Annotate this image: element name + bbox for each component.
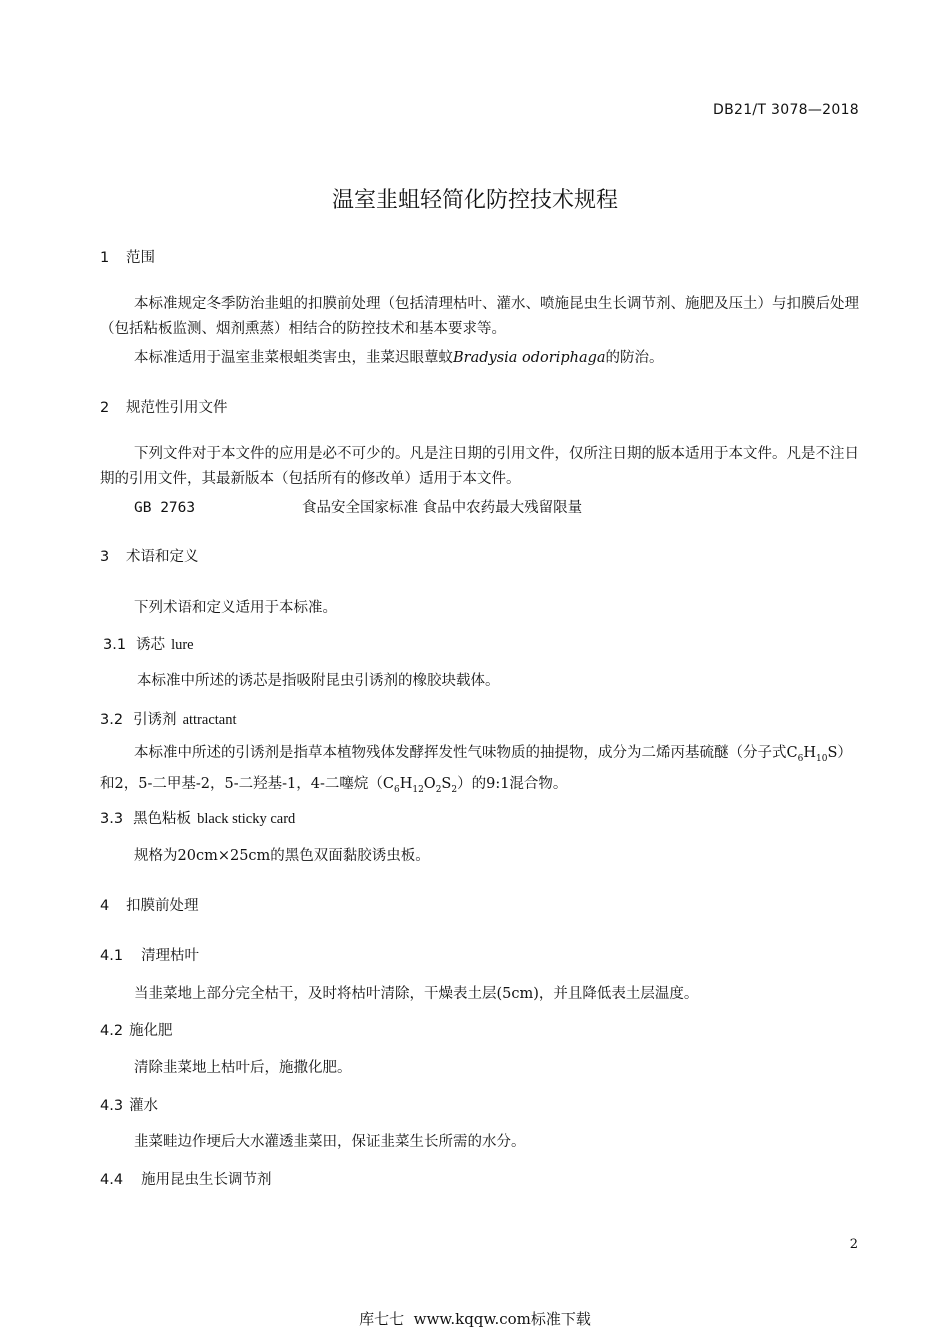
section-number: 4 bbox=[100, 898, 110, 914]
normative-reference bbox=[134, 496, 582, 517]
term-en: black sticky card bbox=[197, 811, 296, 827]
document-code: DB21/T 3078—2018 bbox=[713, 102, 859, 118]
term-number: 3.1 bbox=[103, 637, 127, 653]
clause-number: 4.1 bbox=[100, 948, 124, 964]
clause-title: 灌水 bbox=[129, 1098, 159, 1114]
text-run: H bbox=[803, 745, 816, 761]
clause-4-4-heading bbox=[100, 1168, 272, 1189]
term-3-1-heading bbox=[103, 633, 194, 654]
term-3-2-heading bbox=[100, 708, 237, 729]
section-4-heading bbox=[100, 894, 199, 915]
clause-4-2-heading bbox=[100, 1019, 173, 1040]
term-number: 3.2 bbox=[100, 712, 124, 728]
clause-4-2-text: 清除韭菜地上枯叶后，施撒化肥。 bbox=[134, 1060, 352, 1076]
section-title: 扣膜前处理 bbox=[126, 898, 199, 914]
text-run: S bbox=[441, 775, 452, 792]
clause-number: 4.2 bbox=[100, 1023, 124, 1039]
clause-4-1-text: 当韭菜地上部分完全枯干，及时将枯叶清除，干燥表土层(5cm)，并且降低表土层温度。 bbox=[134, 986, 699, 1002]
reference-title: 食品安全国家标准 食品中农药最大残留限量 bbox=[302, 500, 583, 516]
term-3-3-definition: 规格为20cm×25cm的黑色双面黏胶诱虫板。 bbox=[134, 848, 430, 864]
clause-4-1-heading bbox=[100, 944, 199, 965]
clause-title: 施用昆虫生长调节剂 bbox=[141, 1172, 272, 1188]
section-number: 3 bbox=[100, 549, 110, 565]
clause-title: 清理枯叶 bbox=[141, 948, 200, 964]
section-1-paragraph-1: 本标准规定冬季防治韭蛆的扣膜前处理（包括清理枯叶、灌水、喷施昆虫生长调节剂、施肥及压土）与扣膜后处理（包括粘板监测、烟剂熏蒸）相结合的防控技术和基本要求等。 bbox=[100, 296, 859, 337]
section-1-heading bbox=[100, 246, 155, 267]
page-number: 2 bbox=[849, 1237, 858, 1252]
section-3-heading bbox=[100, 545, 199, 566]
term-en: lure bbox=[171, 637, 194, 653]
term-zh: 引诱剂 bbox=[133, 712, 177, 728]
section-3-paragraph-1: 下列术语和定义适用于本标准。 bbox=[134, 600, 337, 616]
clause-4-3-text: 韭菜畦边作埂后大水灌透韭菜田，保证韭菜生长所需的水分。 bbox=[134, 1134, 526, 1150]
section-title: 术语和定义 bbox=[126, 549, 199, 565]
section-title: 规范性引用文件 bbox=[126, 400, 228, 416]
clause-number: 4.3 bbox=[100, 1098, 124, 1114]
text-run: ）的9:1混合物。 bbox=[457, 775, 568, 792]
clause-number: 4.4 bbox=[100, 1172, 124, 1188]
subscript: 10 bbox=[815, 753, 828, 764]
clause-title: 施化肥 bbox=[129, 1023, 173, 1039]
clause-4-3-heading bbox=[100, 1094, 158, 1115]
term-3-2-definition bbox=[100, 741, 862, 803]
subscript: 2 bbox=[435, 784, 442, 795]
latin-name: Bradysia odoriphaga bbox=[453, 350, 606, 366]
term-en: attractant bbox=[182, 712, 237, 728]
term-zh: 黑色粘板 bbox=[133, 811, 192, 827]
section-2-heading bbox=[100, 396, 228, 417]
text-run: H bbox=[399, 775, 413, 792]
subscript: 12 bbox=[412, 784, 424, 795]
text-run: O bbox=[423, 775, 436, 792]
term-number: 3.3 bbox=[100, 811, 124, 827]
text-run: 的防治。 bbox=[605, 350, 664, 366]
reference-code: GB 2763 bbox=[134, 500, 196, 516]
term-zh: 诱芯 bbox=[136, 637, 166, 653]
footer-watermark: 库七七 www.kqqw.com标准下载 bbox=[359, 1310, 591, 1328]
subscript: 6 bbox=[797, 753, 804, 764]
page-title: 温室韭蛆轻简化防控技术规程 bbox=[331, 188, 618, 213]
text-run: S）和2，5-二甲基-2，5-二羟基-1，4-二噻烷（C bbox=[100, 745, 852, 792]
section-number: 2 bbox=[100, 400, 110, 416]
section-2-paragraph-1: 下列文件对于本文件的应用是必不可少的。凡是注日期的引用文件，仅所注日期的版本适用于本文件。凡是不注日期的引用文件，其最新版本（包括所有的修改单）适用于本文件。 bbox=[100, 446, 859, 487]
text-run: 本标准中所述的引诱剂是指草本植物残体发酵挥发性气味物质的抽提物，成分为二烯丙基硫醚（分子式C bbox=[134, 745, 798, 761]
section-number: 1 bbox=[100, 250, 110, 266]
subscript: 2 bbox=[451, 784, 458, 795]
text-run: 本标准适用于温室韭菜根蛆类害虫，韭菜迟眼蕈蚊 bbox=[134, 350, 453, 366]
term-3-1-definition: 本标准中所述的诱芯是指吸附昆虫引诱剂的橡胶块载体。 bbox=[137, 673, 500, 689]
subscript: 6 bbox=[393, 784, 400, 795]
section-title: 范围 bbox=[126, 250, 155, 266]
term-3-3-heading bbox=[100, 807, 295, 828]
section-1-paragraph-2 bbox=[134, 346, 664, 367]
